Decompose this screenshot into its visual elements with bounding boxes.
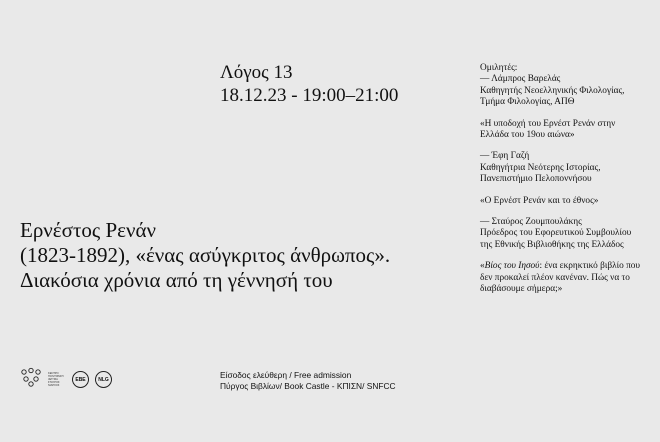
speaker-3-talk-line-3: διαβάσουμε σήμερα;» [480, 284, 563, 295]
speaker-3-role: Πρόεδρος του Εφορευτικού Συμβουλίου [480, 228, 632, 239]
title-line-3: Διακόσια χρόνια από τη γέννησή του [20, 268, 333, 292]
talk-title [20, 218, 390, 293]
speaker-3-talk-line-2: δεν προκαλεί πλέον κανέναν. Πώς να το [480, 272, 630, 283]
footer-info [220, 370, 396, 392]
nlg-logo-icon: NLG [95, 371, 112, 388]
partner-logos [20, 367, 112, 392]
admission-text: Είσοδος ελεύθερη / Free admission [220, 370, 352, 380]
speakers-list [480, 63, 650, 306]
speaker-2-talk: «Ο Ερνέστ Ρενάν και το έθνος» [480, 195, 599, 206]
speaker-3-affiliation: της Εθνικής Βιβλιοθήκης της Ελλάδος [480, 239, 624, 250]
ebe-logo-icon: ΕΒΕ [72, 371, 89, 388]
speaker-2-affiliation: Πανεπιστήμιο Πελοποννήσου [480, 174, 592, 185]
speaker-3-talk-line-1: «Βίος του Ιησού: ένα εκρηκτικό βιβλίο που [480, 261, 641, 272]
speaker-1-affiliation: Τμήμα Φιλολογίας, ΑΠΘ [480, 97, 575, 108]
speaker-1-name: — Λάμπρος Βαρελάς [480, 74, 561, 85]
speaker-2-role: Καθηγήτρια Νεότερης Ιστορίας, [480, 162, 601, 173]
event-number: Λόγος 13 [220, 62, 293, 83]
speaker-2-name: — Έφη Γαζή [480, 151, 530, 162]
speaker-1-talk-line-2: Ελλάδα του 19ου αιώνα» [480, 130, 575, 141]
venue-text: Πύργος Βιβλίων/ Book Castle - ΚΠΙΣΝ/ SNFCC [220, 381, 396, 391]
speaker-1-talk-line-1: «Η υποδοχή του Ερνέστ Ρενάν στην [480, 118, 616, 129]
event-datetime: 18.12.23 - 19:00–21:00 [220, 85, 399, 106]
book-title: Βίος του Ιησού [484, 261, 540, 272]
speaker-3-name: — Σταύρος Ζουμπουλάκης [480, 217, 582, 228]
snfcc-logo-icon [20, 367, 42, 392]
speakers-heading: Ομιλητές: [480, 63, 518, 73]
speaker-3-talk-rest: : ένα εκρηκτικό βιβλίο που [539, 261, 641, 272]
speaker-1-role: Καθηγητής Νεοελληνικής Φιλολογίας, [480, 85, 625, 96]
snfcc-logo-text: ΚΕΝΤΡΟ ΠΟΛΙΤΙΣΜΟΥ ΙΔΡΥΜΑ ΣΤΑΥΡΟΣ ΝΙΑΡΧΟΣ [48, 372, 64, 387]
title-line-1: Ερνέστος Ρενάν [20, 218, 156, 242]
title-line-2: (1823-1892), «ένας ασύγκριτος άνθρωπος». [20, 243, 391, 267]
